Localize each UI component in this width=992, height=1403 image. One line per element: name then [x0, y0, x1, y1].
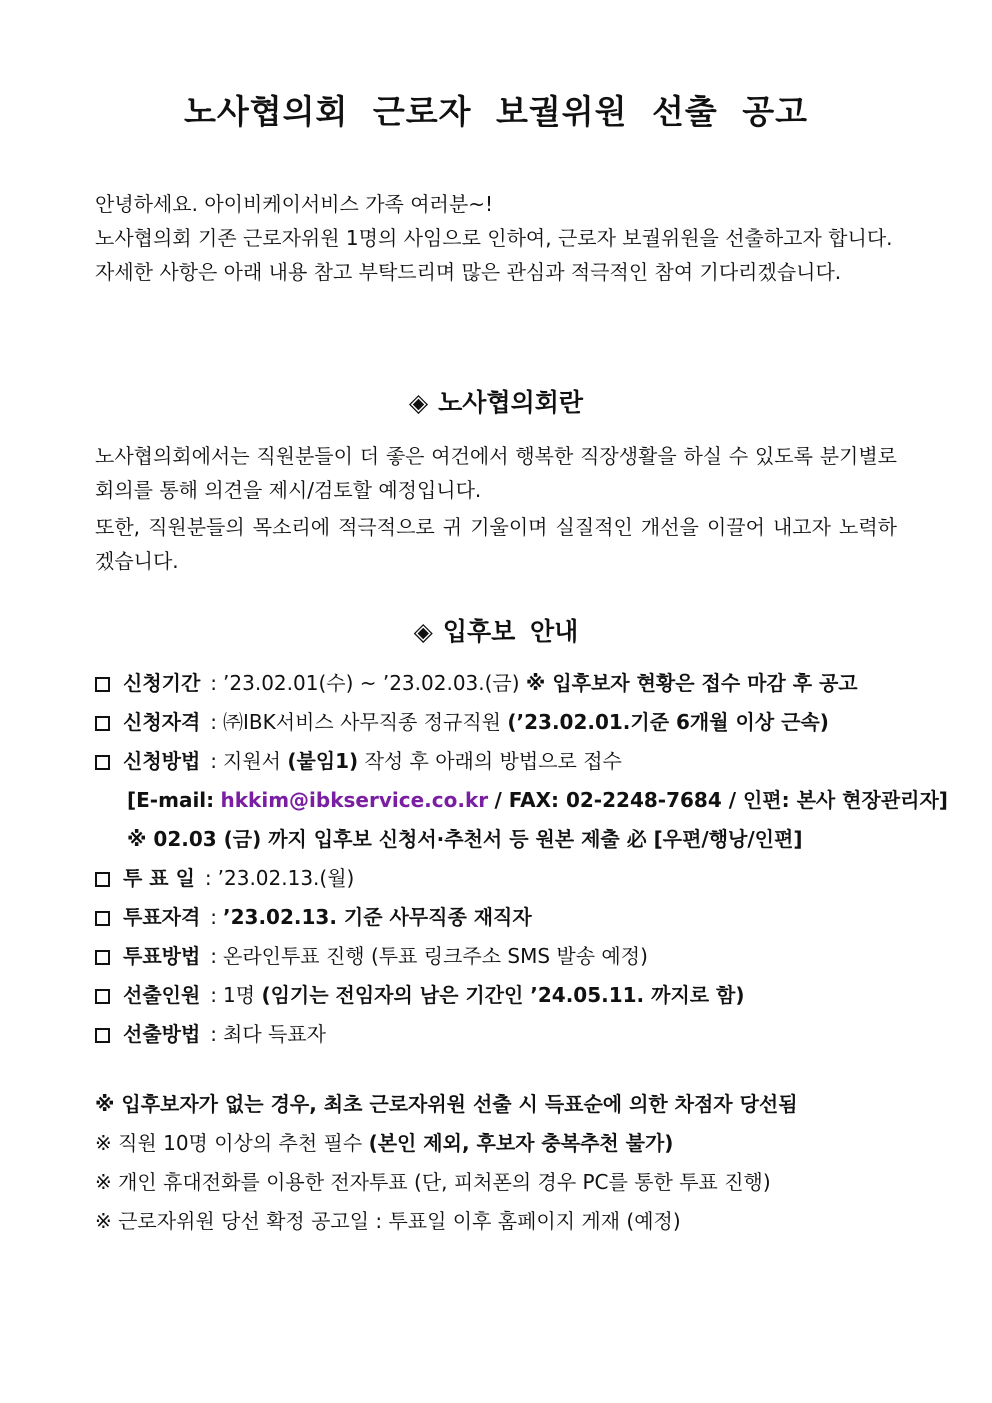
- list-item-vote-date: [95, 859, 897, 898]
- notes-block: [95, 1085, 897, 1241]
- item-label: 신청기간: [123, 671, 201, 695]
- item-label: 선출방법: [123, 1022, 201, 1046]
- note-announcement: ※ 근로자위원 당선 확정 공고일 : 투표일 이후 홈페이지 게재 (예정): [95, 1209, 681, 1233]
- checkbox-square-icon: [95, 716, 110, 731]
- list-item-eligibility: [95, 703, 897, 742]
- item-colon: :: [210, 710, 218, 734]
- intro-block: [95, 187, 897, 289]
- attachment-reference: (붙임1): [287, 749, 359, 773]
- section-heading-candidacy: [95, 612, 897, 648]
- checkbox-square-icon: [95, 911, 110, 926]
- contact-info-line: [95, 781, 948, 820]
- item-label: 신청자격: [123, 710, 201, 734]
- note-electronic-vote: ※ 개인 휴대전화를 이용한 전자투표 (단, 피처폰의 경우 PC를 통한 투표 진행): [95, 1170, 771, 1194]
- item-label: 신청방법: [123, 749, 201, 773]
- email-link[interactable]: hkkim@ibkservice.co.kr: [220, 788, 489, 812]
- council-paragraph-2: 또한, 직원분들의 목소리에 적극적으로 귀 기울이며 실질적인 개선을 이끌어 내고자 노력하겠습니다.: [95, 515, 897, 573]
- list-item-vote-method: [95, 937, 897, 976]
- item-label: 투 표 일: [123, 866, 195, 890]
- item-value: ’23.02.13. 기준 사무직종 재직자: [223, 905, 532, 929]
- deadline-note-line: [95, 820, 897, 859]
- item-colon: :: [210, 749, 218, 773]
- section-heading-council: [95, 383, 897, 419]
- item-colon: :: [204, 866, 212, 890]
- item-note: ※ 입후보자 현황은 접수 마감 후 공고: [525, 671, 858, 695]
- item-value: ’23.02.01(수) ~ ’23.02.03.(금): [223, 671, 520, 695]
- list-item-application-method: [95, 742, 897, 781]
- item-label: 투표자격: [123, 905, 201, 929]
- section-heading-text: 노사협의회란: [438, 388, 584, 417]
- checkbox-square-icon: [95, 872, 110, 887]
- item-colon: :: [210, 1022, 218, 1046]
- item-colon: :: [210, 905, 218, 929]
- item-colon: :: [210, 983, 218, 1007]
- item-value: 지원서: [223, 749, 281, 773]
- page-title: 노사협의회 근로자 보궐위원 선출 공고: [183, 92, 808, 131]
- item-note: (임기는 전임자의 남은 기간인 ’24.05.11. 까지로 함): [261, 983, 745, 1007]
- checkbox-square-icon: [95, 677, 110, 692]
- item-value: ’23.02.13.(월): [217, 866, 355, 890]
- item-colon: :: [210, 944, 218, 968]
- item-label: 선출인원: [123, 983, 201, 1007]
- diamond-icon: ◈: [408, 388, 429, 417]
- checkbox-square-icon: [95, 755, 110, 770]
- item-value: 최다 득표자: [223, 1022, 326, 1046]
- item-value: 온라인투표 진행 (투표 링크주소 SMS 발송 예정): [223, 944, 648, 968]
- note-recommendation: [95, 1124, 897, 1163]
- note-recommendation-text: ※ 직원 10명 이상의 추천 필수: [95, 1131, 363, 1155]
- checkbox-square-icon: [95, 1028, 110, 1043]
- intro-line-greeting: 안녕하세요. 아이비케이서비스 가족 여러분~!: [95, 192, 493, 216]
- list-item-selection-method: [95, 1015, 897, 1054]
- note-no-candidate: ※ 입후보자가 없는 경우, 최초 근로자위원 선출 시 득표순에 의한 차점자 당선됨: [95, 1092, 798, 1116]
- candidacy-info-list: [95, 664, 948, 1054]
- contact-prefix: [E-mail:: [127, 788, 215, 812]
- council-paragraph-1: 노사협의회에서는 직원분들이 더 좋은 여건에서 행복한 직장생활을 하실 수 있도록 분기별로 회의를 통해 의견을 제시/검토할 예정입니다.: [95, 444, 897, 502]
- note-recommendation-condition: (본인 제외, 후보자 충복추천 불가): [368, 1131, 674, 1155]
- item-value-tail: 작성 후 아래의 방법으로 접수: [364, 749, 622, 773]
- deadline-note: ※ 02.03 (금) 까지 입후보 신청서·추천서 등 원본 제출 必 [우편/행낭/인편]: [127, 827, 803, 851]
- list-item-seats: [95, 976, 897, 1015]
- checkbox-square-icon: [95, 950, 110, 965]
- council-description: [95, 439, 897, 578]
- intro-line-request: 자세한 사항은 아래 내용 참고 부탁드리며 많은 관심과 적극적인 참여 기다리겠습니다.: [95, 260, 842, 284]
- item-value: ㈜IBK서비스 사무직종 정규직원: [223, 710, 502, 734]
- item-value: 1명: [223, 983, 256, 1007]
- checkbox-square-icon: [95, 989, 110, 1004]
- intro-line-purpose: 노사협의회 기존 근로자위원 1명의 사임으로 인하여, 근로자 보궐위원을 선출하고자 합니다.: [95, 226, 893, 250]
- item-label: 투표방법: [123, 944, 201, 968]
- diamond-icon: ◈: [413, 617, 433, 646]
- list-item-vote-eligibility: [95, 898, 897, 937]
- section-heading-text: 입후보 안내: [442, 617, 579, 646]
- contact-fax-and-delivery: / FAX: 02-2248-7684 / 인편: 본사 현장관리자]: [494, 788, 948, 812]
- item-colon: :: [210, 671, 218, 695]
- list-item-application-period: [95, 664, 897, 703]
- item-note: (’23.02.01.기준 6개월 이상 근속): [507, 710, 829, 734]
